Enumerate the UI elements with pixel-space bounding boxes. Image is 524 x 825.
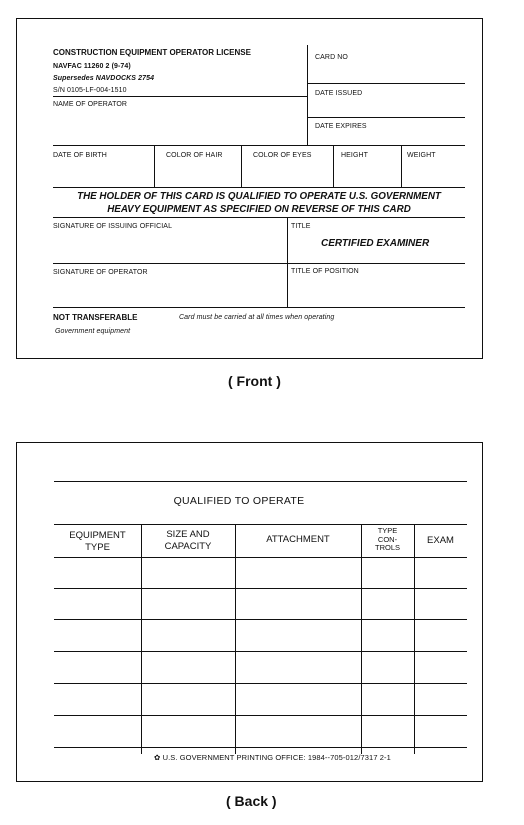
front-caption: ( Front ) — [228, 373, 281, 389]
title-label: TITLE — [291, 223, 311, 230]
table-col-divider — [235, 524, 236, 754]
table-row-line — [54, 651, 467, 652]
date-issued-label: DATE ISSUED — [315, 90, 363, 97]
table-row-line — [54, 619, 467, 620]
signature-operator-label: SIGNATURE OF OPERATOR — [53, 269, 148, 276]
table-col-divider — [141, 524, 142, 754]
back-caption: ( Back ) — [226, 793, 277, 809]
attachment-header: ATTACHMENT — [266, 534, 330, 545]
personal-col-divider — [241, 145, 242, 187]
date-of-birth-label: DATE OF BIRTH — [53, 152, 107, 159]
table-row-line — [54, 715, 467, 716]
table-col-divider — [414, 524, 415, 754]
signature-col-divider — [287, 217, 288, 307]
table-col-divider — [361, 524, 362, 754]
equipment-type-header: EQUIPMENT TYPE — [69, 530, 126, 553]
size-capacity-header: SIZE AND CAPACITY — [164, 529, 212, 552]
back-top-rule — [54, 481, 467, 482]
front-card — [16, 18, 483, 359]
exam-header: EXAM — [427, 535, 454, 546]
title-of-position-label: TITLE OF POSITION — [291, 268, 359, 275]
carry-note-line2: Government equipment — [55, 328, 131, 335]
certified-examiner-text: CERTIFIED EXAMINER — [321, 238, 430, 249]
qualified-to-operate-heading: QUALIFIED TO OPERATE — [173, 495, 305, 507]
personal-row-bottom — [53, 187, 465, 188]
header-right-divider — [307, 45, 308, 145]
operator-name-divider — [53, 96, 307, 97]
back-card — [16, 442, 483, 782]
personal-row-top — [53, 145, 465, 146]
license-title: CONSTRUCTION EQUIPMENT OPERATOR LICENSE — [53, 48, 251, 57]
personal-col-divider — [154, 145, 155, 187]
qualification-statement-line2: HEAVY EQUIPMENT AS SPECIFIED ON REVERSE OF THIS CARD — [107, 204, 411, 215]
color-of-hair-label: COLOR OF HAIR — [166, 152, 223, 159]
supersedes-text: Supersedes NAVDOCKS 2754 — [53, 75, 155, 82]
personal-col-divider — [333, 145, 334, 187]
height-label: HEIGHT — [341, 152, 369, 159]
date-expires-label: DATE EXPIRES — [315, 123, 367, 130]
signature-block-bottom — [53, 307, 465, 308]
date-issued-divider — [307, 117, 465, 118]
weight-label: WEIGHT — [407, 152, 436, 159]
name-of-operator-label: NAME OF OPERATOR — [53, 101, 128, 108]
carry-note-line1: Card must be carried at all times when operating — [179, 314, 335, 321]
table-top — [54, 524, 467, 525]
signature-issuing-official-label: SIGNATURE OF ISSUING OFFICIAL — [53, 223, 173, 230]
stock-number: S/N 0105-LF-004-1510 — [53, 87, 127, 94]
signature-middle-divider — [53, 263, 465, 264]
not-transferable-text: NOT TRANSFERABLE — [53, 313, 138, 322]
table-bottom — [54, 747, 467, 748]
type-controls-header: TYPE CON- TROLS — [374, 526, 400, 552]
form-number: NAVFAC 11260 2 (9-74) — [53, 63, 131, 70]
table-header-bottom — [54, 557, 467, 558]
card-no-label: CARD NO — [315, 54, 348, 61]
card-no-divider — [307, 83, 465, 84]
printing-office-footer: ✿ U.S. GOVERNMENT PRINTING OFFICE: 1984--705-012/7317 2-1 — [154, 753, 391, 762]
personal-col-divider — [401, 145, 402, 187]
table-row-line — [54, 683, 467, 684]
qualification-statement-line1: THE HOLDER OF THIS CARD IS QUALIFIED TO OPERATE U.S. GOVERNMENT — [77, 191, 441, 202]
table-row-line — [54, 588, 467, 589]
color-of-eyes-label: COLOR OF EYES — [253, 152, 312, 159]
signature-block-top — [53, 217, 465, 218]
